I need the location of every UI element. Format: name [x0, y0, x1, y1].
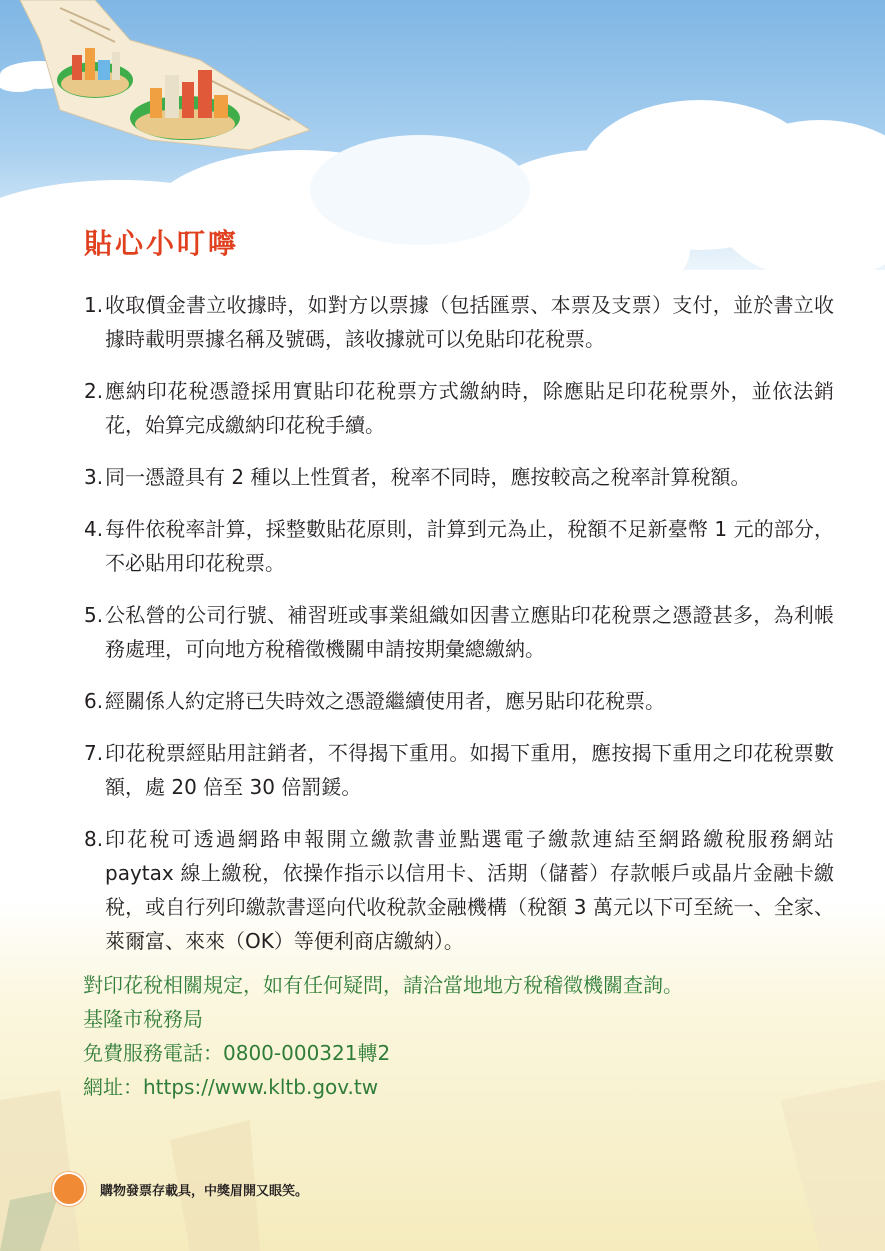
item-number: 5. — [84, 603, 104, 627]
item-number: 3. — [84, 465, 104, 489]
item-text: 公私營的公司行號、補習班或事業組織如因書立應貼印花稅票之憑證甚多，為利帳務處理，可向地方稅稽徵機關申請按期彙總繳納。 — [105, 603, 834, 661]
item-text: 經關係人約定將已失時效之憑證繼續使用者，應另貼印花稅票。 — [105, 689, 665, 713]
service-phone: 免費服務電話：0800-000321轉2 — [83, 1041, 391, 1065]
item-number: 8. — [84, 827, 104, 851]
list-item — [84, 288, 834, 356]
bureau-name: 基隆市稅務局 — [83, 1007, 203, 1031]
item-number: 2. — [84, 379, 104, 403]
item-number: 4. — [84, 517, 104, 541]
tips-list — [84, 288, 834, 976]
footer-slogan: 購物發票存載具，中獎眉開又眼笑。 — [100, 1183, 309, 1199]
list-item — [84, 374, 834, 442]
contact-info — [83, 968, 683, 1104]
list-item — [84, 822, 834, 958]
item-text: 每件依稅率計算，採整數貼花原則，計算到元為止，稅額不足新臺幣 1 元的部分，不必貼用印花稅票。 — [105, 517, 834, 575]
item-number: 1. — [84, 293, 104, 317]
list-item — [84, 460, 834, 494]
item-text: 應納印花稅憑證採用實貼印花稅票方式繳納時，除應貼足印花稅票外，並依法銷花，始算完成繳納印花稅手續。 — [105, 379, 834, 437]
item-number: 7. — [84, 741, 104, 765]
item-number: 6. — [84, 689, 104, 713]
item-text: 收取價金書立收據時，如對方以票據（包括匯票、本票及支票）支付，並於書立收據時載明票據名稱及號碼，該收據就可以免貼印花稅票。 — [105, 293, 834, 351]
website-link[interactable]: 網址：https://www.kltb.gov.tw — [83, 1075, 379, 1099]
item-text: 印花稅可透過網路申報開立繳款書並點選電子繳款連結至網路繳稅服務網站 paytax 線上繳稅，依操作指示以信用卡、活期（儲蓄）存款帳戶或晶片金融卡繳稅，或自行列印繳款書逕向代收稅款金融機構（稅額 3 萬元以下可至統一、全家、萊爾富、來來（OK）等便利商店繳納）。 — [105, 827, 834, 953]
island-town-illustration — [0, 0, 330, 160]
orange-circle-icon — [52, 1172, 86, 1206]
bottom-decoration — [0, 1080, 885, 1251]
page-title: 貼心小叮嚀 — [84, 227, 240, 260]
inquiry-note: 對印花稅相關規定，如有任何疑問，請洽當地地方稅稽徵機關查詢。 — [83, 973, 683, 997]
item-text: 同一憑證具有 2 種以上性質者，稅率不同時，應按較高之稅率計算稅額。 — [105, 465, 751, 489]
list-item — [84, 598, 834, 666]
list-item — [84, 736, 834, 804]
item-text: 印花稅票經貼用註銷者，不得揭下重用。如揭下重用，應按揭下重用之印花稅票數額，處 20 倍至 30 倍罰鍰。 — [105, 741, 834, 799]
footer — [52, 1172, 308, 1206]
list-item — [84, 684, 834, 718]
list-item — [84, 512, 834, 580]
